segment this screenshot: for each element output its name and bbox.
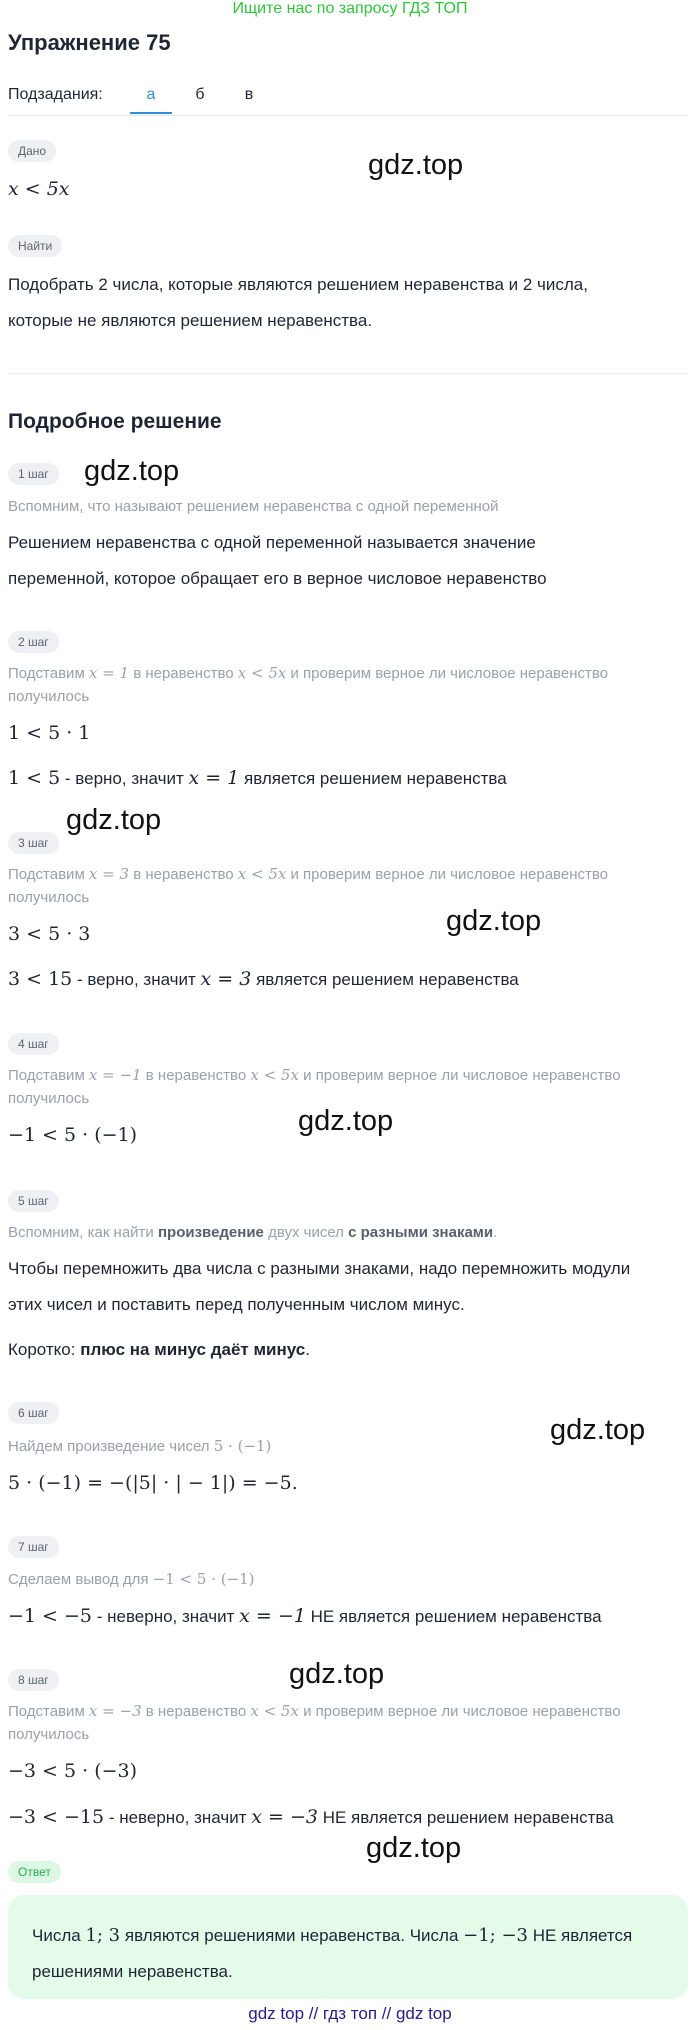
tab-v[interactable]: в [244,86,254,103]
answer-line-1: Числа 1; 3 являются решениями неравенства. Числа −1; −3 НЕ является [32,1925,633,1946]
step-4-badge: 4 шаг [8,1033,59,1055]
answer-line-2: решениями неравенства. [32,1962,233,1981]
watermark: gdz.top [366,1832,462,1864]
subtasks-label: Подзадания: [8,86,103,103]
step-3-hint: Подставим x = 3 в неравенство x < 5x и проверим верное ли числовое неравенство [8,865,608,883]
search-banner: Ищите нас по запросу ГДЗ ТОП [232,0,468,17]
find-badge: Найти [8,235,62,257]
tab-a[interactable]: а [146,86,156,103]
tab-b[interactable]: б [195,86,205,103]
section-divider [8,373,688,374]
answer-box [8,1895,688,1999]
watermark: gdz.top [298,1105,394,1137]
step-3-result: 3 < 15 - верно, значит x = 3 является решением неравенства [8,968,519,990]
step-6-badge: 6 шаг [8,1402,59,1424]
watermark: gdz.top [368,149,464,181]
step-4-hint: Подставим x = −1 в неравенство x < 5x и проверим верное ли числовое неравенство [8,1066,621,1084]
step-8-badge: 8 шаг [8,1669,59,1691]
active-tab-indicator [130,112,172,114]
step-2-formula: 1 < 5 · 1 [8,722,91,744]
footer-links[interactable]: gdz top // гдз топ // gdz top [248,2004,452,2023]
step-8-hint-cont: получилось [8,1726,90,1743]
step-8-hint: Подставим x = −3 в неравенство x < 5x и проверим верное ли числовое неравенство [8,1702,621,1720]
step-2-result: 1 < 5 - верно, значит x = 1 является решением неравенства [8,767,507,789]
step-5-hint: Вспомним, как найти произведение двух чисел с разными знаками. [8,1224,498,1241]
answer-badge: Ответ [8,1861,61,1883]
step-8-formula: −3 < 5 · (−3) [8,1760,138,1782]
step-5-short: Коротко: плюс на минус даёт минус. [8,1340,310,1359]
step-2-hint-cont: получилось [8,688,90,705]
step-2-hint: Подставим x = 1 в неравенство x < 5x и проверим верное ли числовое неравенство [8,664,608,682]
find-line-2: которые не являются решением неравенства. [8,311,373,330]
step-7-badge: 7 шаг [8,1536,59,1558]
given-badge: Дано [8,140,56,162]
watermark: gdz.top [446,905,542,937]
step-7-result: −1 < −5 - неверно, значит x = −1 НЕ является решением неравенства [8,1605,602,1627]
step-3-badge: 3 шаг [8,832,59,854]
step-6-hint: Найдем произведение чисел 5 · (−1) [8,1437,272,1455]
step-3-formula: 3 < 5 · 3 [8,923,91,945]
step-6-formula: 5 · (−1) = −(|5| · | − 1|) = −5. [8,1472,298,1494]
watermark: gdz.top [550,1414,646,1446]
page-title: Упражнение 75 [8,30,171,55]
step-5-line-2: этих чисел и поставить перед полученным числом минус. [8,1295,465,1314]
step-5-badge: 5 шаг [8,1190,59,1212]
find-line-1: Подобрать 2 числа, которые являются решением неравенства и 2 числа, [8,275,588,294]
step-1-line-1: Решением неравенства с одной переменной называется значение [8,533,536,552]
solution-title: Подробное решение [8,410,222,433]
step-4-formula: −1 < 5 · (−1) [8,1124,138,1146]
watermark: gdz.top [84,455,180,487]
step-5-line-1: Чтобы перемножить два числа с разными знаками, надо перемножить модули [8,1259,631,1278]
step-1-hint: Вспомним, что называют решением неравенства с одной переменной [8,498,499,515]
watermark: gdz.top [66,804,162,836]
step-1-badge: 1 шаг [8,463,59,485]
step-4-hint-cont: получилось [8,1090,90,1107]
tabs-divider [8,115,688,116]
step-7-hint: Сделаем вывод для −1 < 5 · (−1) [8,1570,255,1588]
step-2-badge: 2 шаг [8,631,59,653]
step-1-line-2: переменной, которое обращает его в верное числовое неравенство [8,569,547,588]
step-8-result: −3 < −15 - неверно, значит x = −3 НЕ является решением неравенства [8,1806,614,1828]
watermark: gdz.top [289,1658,385,1690]
given-expression: x < 5x [8,178,70,200]
step-3-hint-cont: получилось [8,889,90,906]
